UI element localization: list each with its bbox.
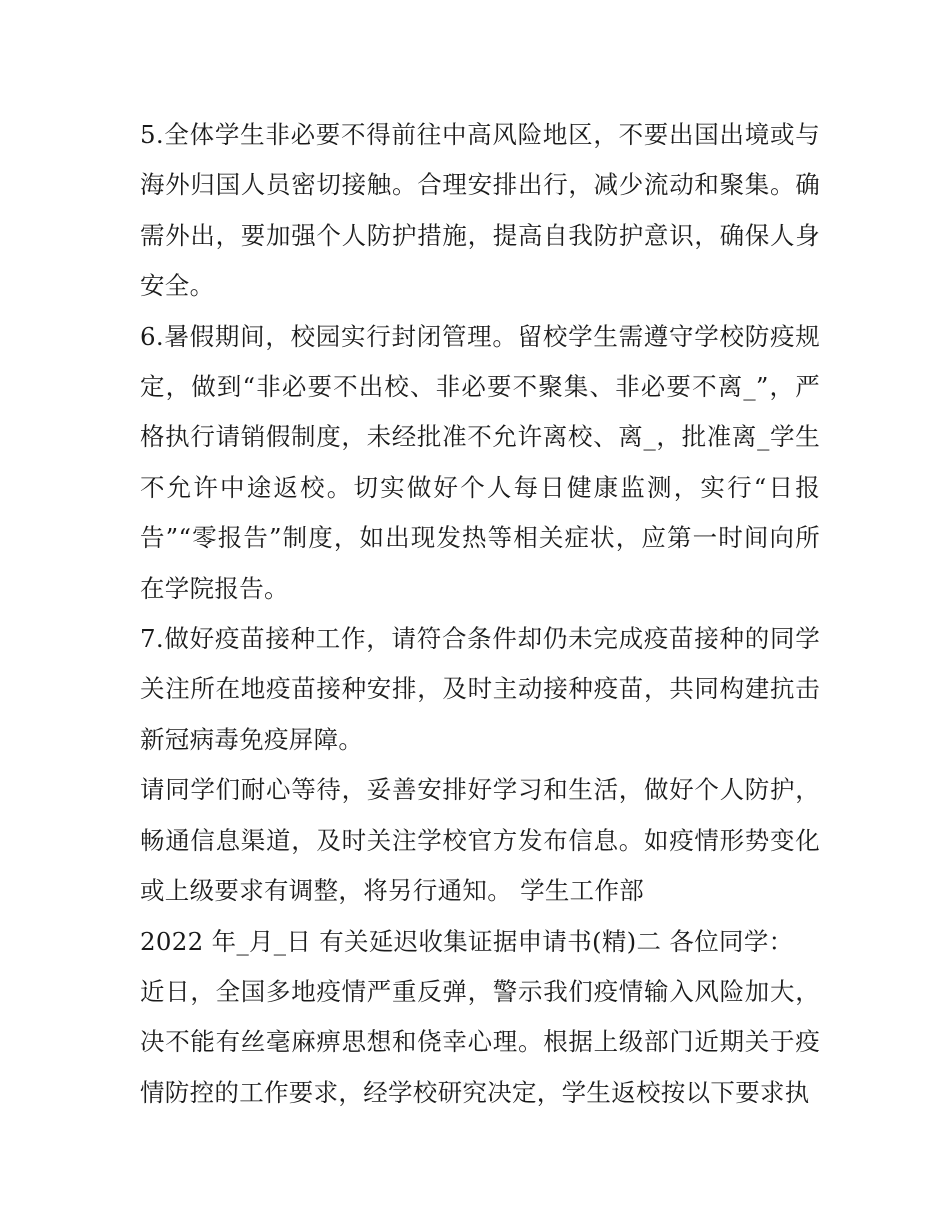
paragraph-item-7: 7.做好疫苗接种工作，请符合条件却仍未完成疫苗接种的同学关注所在地疫苗接种安排，及时主动接种疫苗，共同构建抗击新冠病毒免疫屏障。 — [140, 624, 820, 754]
paragraph-notice: 请同学们耐心等待，妥善安排好学习和生活，做好个人防护，畅通信息渠道，及时关注学校官方发布信息。如疫情形势变化或上级要求有调整，将另行通知。 学生工作部 — [140, 775, 820, 906]
document-body — [140, 110, 820, 1118]
paragraph-item-5: 5.全体学生非必要不得前往中高风险地区，不要出国出境或与海外归国人员密切接触。合理安排出行，减少流动和聚集。确需外出，要加强个人防护措施，提高自我防护意识，确保人身安全。 — [140, 120, 820, 301]
paragraph-item-6: 6.暑假期间，校园实行封闭管理。留校学生需遵守学校防疫规定，做到“非必要不出校、非必要不聚集、非必要不离_”，严格执行请销假制度，未经批准不允许离校、离_，批准离_学生不允许中途返校。切实做好个人每日健康监测，实行“日报告”“零报告”制度，如出现发热等相关症状，应第一时间向所在学院报告。 — [140, 321, 820, 603]
paragraph-date-heading: 2022 年_月_日 有关延迟收集证据申请书(精)二 各位同学： — [140, 926, 794, 956]
paragraph-intro: 近日，全国多地疫情严重反弹，警示我们疫情输入风险加大，决不能有丝毫麻痹思想和侥幸心理。根据上级部门近期关于疫情防控的工作要求，经学校研究决定，学生返校按以下要求执 — [140, 976, 820, 1107]
